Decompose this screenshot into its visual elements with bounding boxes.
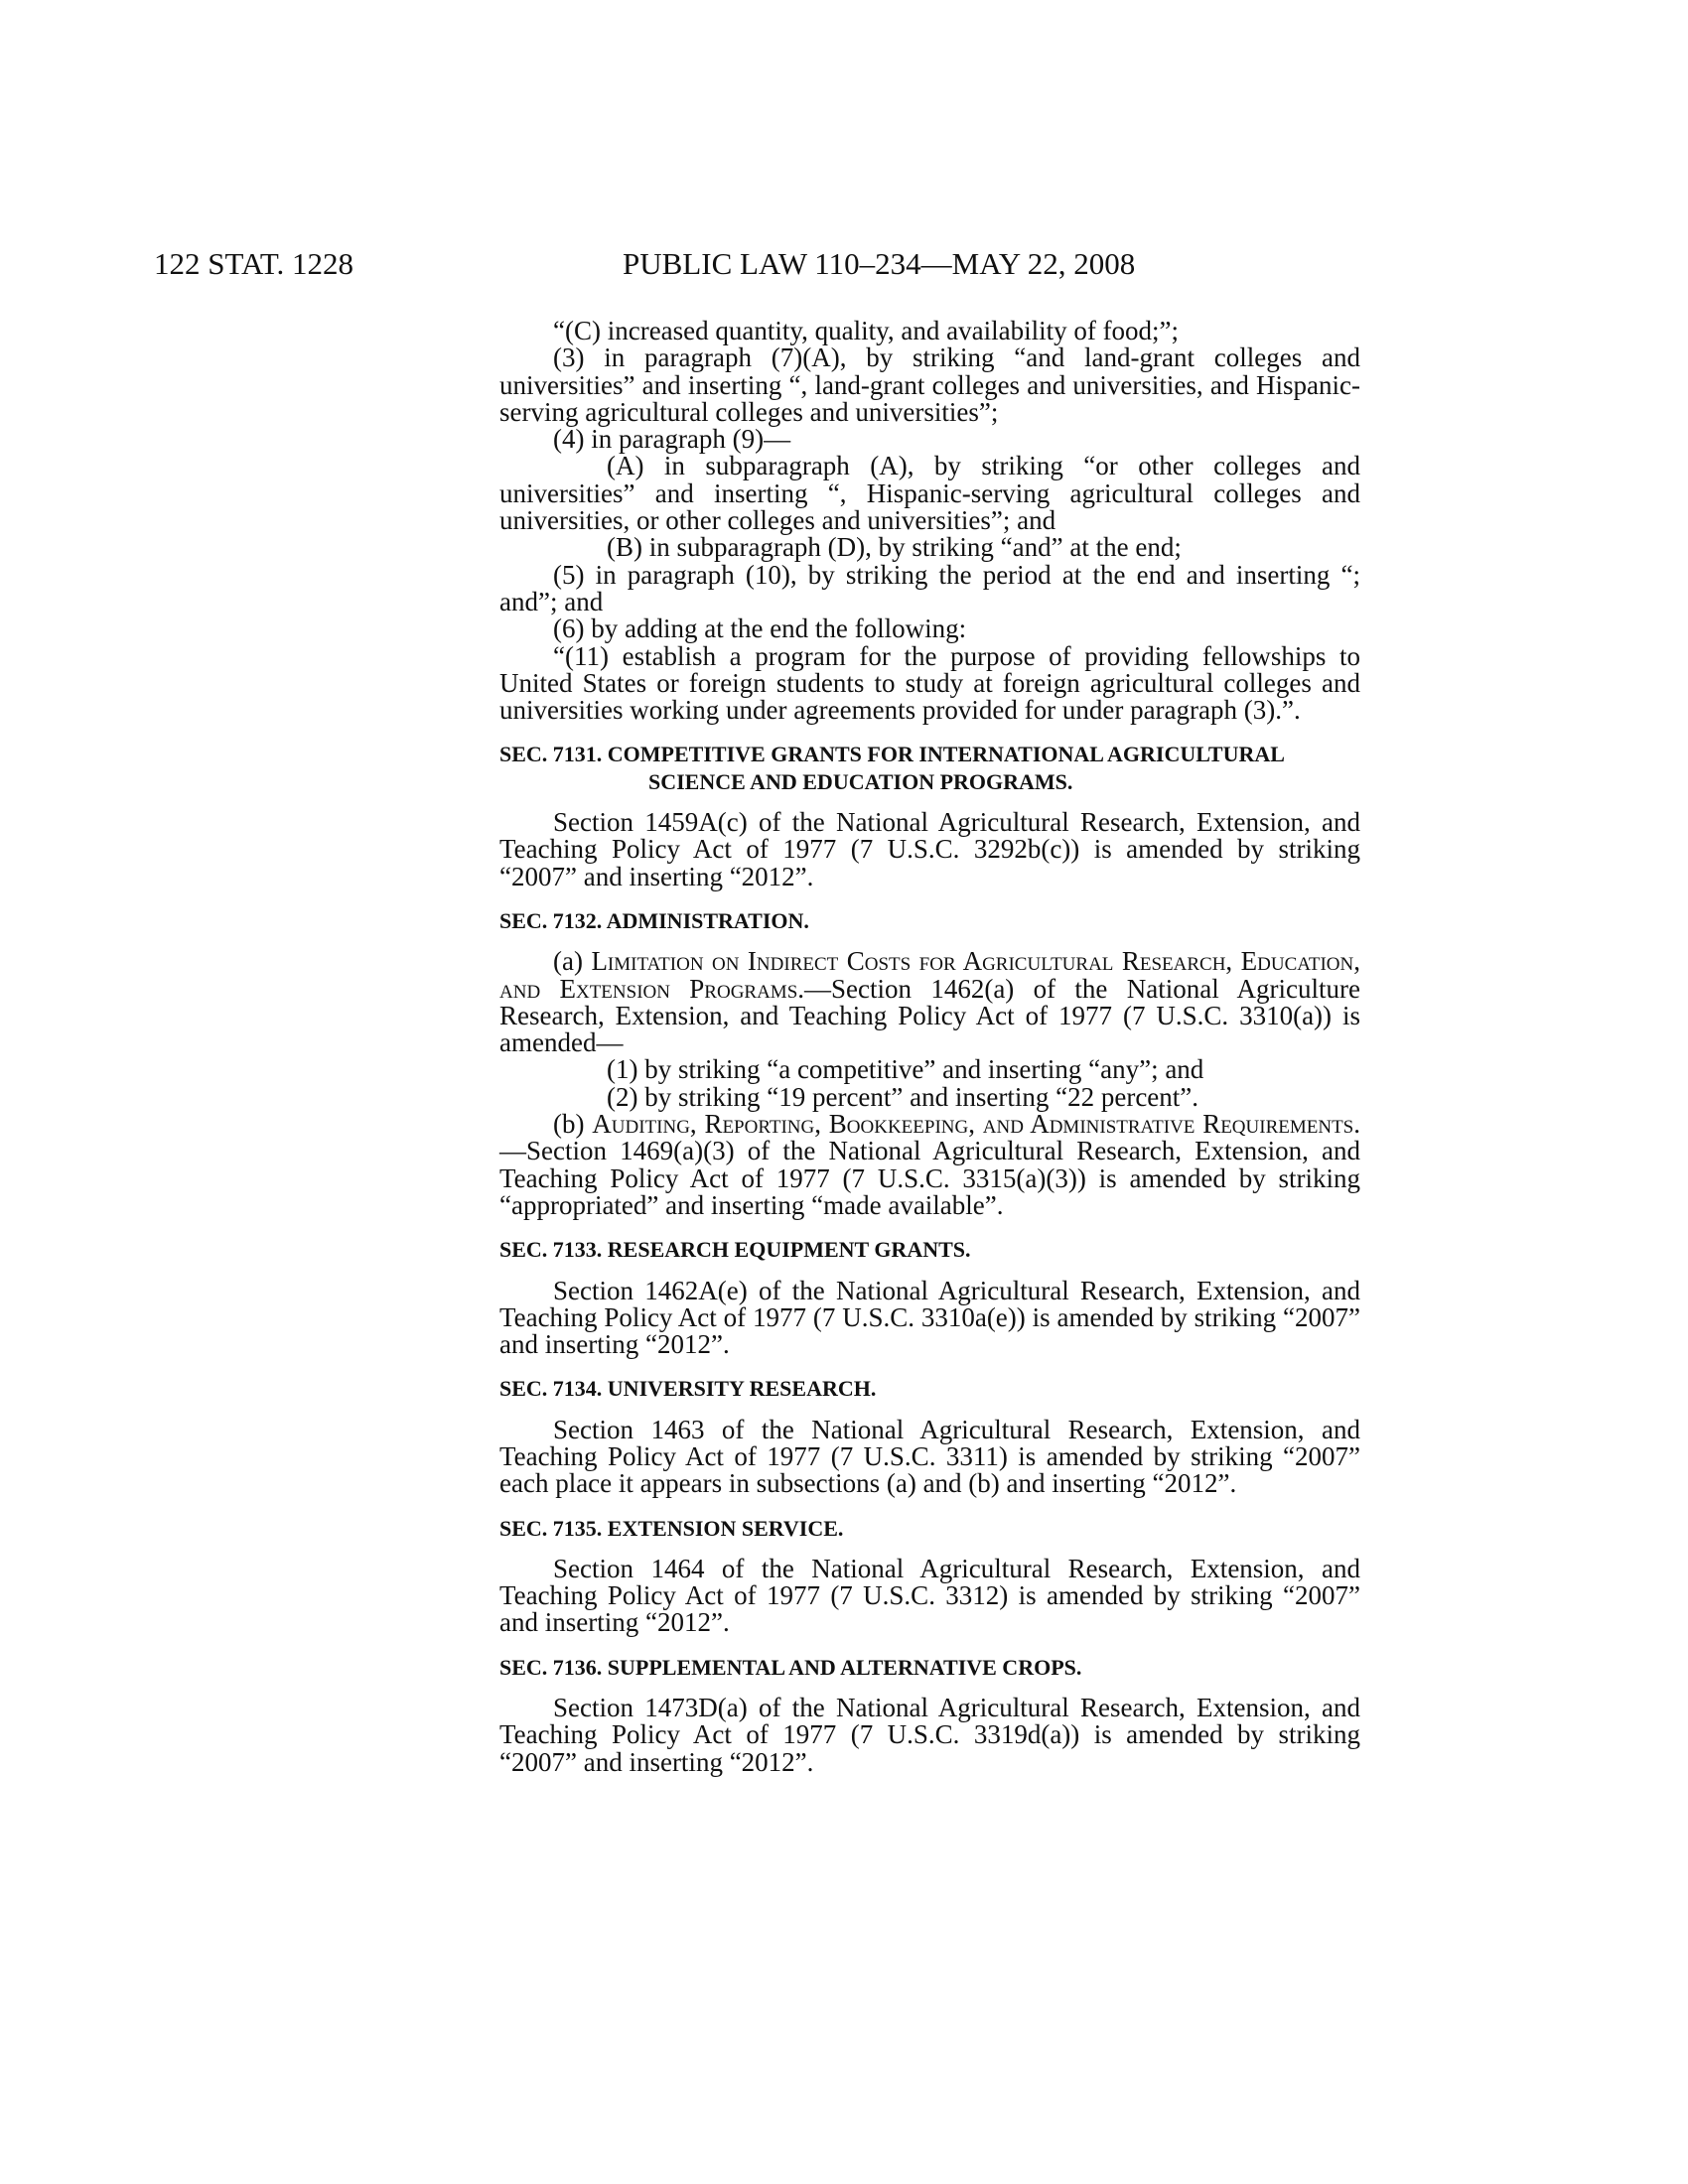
amendment-paragraph-4: (4) in paragraph (9)— [553, 424, 791, 455]
amendment-paragraph-3: (3) in paragraph (7)(A), by striking “and land-grant colleges and universities” and inserting “, land-grant colleges and universities, and Hispanic-serving agricultural colleges and universities”; [499, 342, 1360, 427]
amendment-paragraph-6: (6) by adding at the end the following: [553, 614, 967, 644]
subsection-b-label: (b) [553, 1109, 593, 1140]
law-citation: PUBLIC LAW 110–234—MAY 22, 2008 [623, 246, 1136, 281]
subsection-b-7132 [499, 1111, 1360, 1219]
section-text-7131: Section 1459A(c) of the National Agricultural Research, Extension, and Teaching Policy Act of 1977 (7 U.S.C. 3292b(c)) is amended by striking “2007” and inserting “2012”. [499, 807, 1360, 891]
quoted-paragraph-11: “(11) establish a program for the purpose of providing fellowships to United States or foreign students to study at foreign agricultural colleges and universities working under agreements provided for under paragraph (3).”. [499, 640, 1360, 726]
subsection-a-label: (a) [553, 946, 592, 977]
section-text-7134: Section 1463 of the National Agricultural Research, Extension, and Teaching Policy Act of 1977 (7 U.S.C. 3311) is amended by striking “2007” each place it appears in subsections (a) and (b) and inserting “2012”. [499, 1414, 1360, 1499]
section-heading-7131: SEC. 7131. COMPETITIVE GRANTS FOR INTERNATIONAL AGRICULTURAL SCIENCE AND EDUCATION PROGRAMS. [499, 742, 1284, 794]
quoted-paragraph-c: “(C) increased quantity, quality, and availability of food;”; [553, 316, 1180, 345]
subsection-a-paragraph-1: (1) by striking “a competitive” and inserting “any”; and [607, 1054, 1204, 1085]
document-body [499, 318, 1360, 1776]
section-text-7133: Section 1462A(e) of the National Agricultural Research, Extension, and Teaching Policy Act of 1977 (7 U.S.C. 3310a(e)) is amended by striking “2007” and inserting “2012”. [499, 1275, 1360, 1360]
section-heading-7133: SEC. 7133. RESEARCH EQUIPMENT GRANTS. [499, 1237, 971, 1263]
section-heading-7132: SEC. 7132. ADMINISTRATION. [499, 907, 809, 933]
section-heading-7135: SEC. 7135. EXTENSION SERVICE. [499, 1515, 844, 1541]
amendment-subparagraph-a: (A) in subparagraph (A), by striking “or other colleges and universities” and inserting “, Hispanic-serving agricultural colleges and universities, or other colleges and universities”; and [499, 451, 1360, 536]
subsection-b-title: Auditing, Reporting, Bookkeeping, and Administrative Requirements. [592, 1109, 1360, 1140]
subsection-a-title: Limitation on Indirect Costs for Agricultural Research, Education, and Extension Programs. [499, 946, 1360, 1004]
section-heading-7136: SEC. 7136. SUPPLEMENTAL AND ALTERNATIVE CROPS. [499, 1654, 1082, 1680]
subsection-a-7132 [499, 948, 1360, 1056]
subsection-b-text: —Section 1469(a)(3) of the National Agricultural Research, Extension, and Teaching Policy Act of 1977 (7 U.S.C. 3315(a)(3)) is amended by striking “appropriated” and inserting “made available”. [499, 1136, 1360, 1220]
stat-citation: 122 STAT. 1228 [154, 246, 354, 281]
section-heading-7134: SEC. 7134. UNIVERSITY RESEARCH. [499, 1376, 877, 1402]
section-text-7135: Section 1464 of the National Agricultural Research, Extension, and Teaching Policy Act of 1977 (7 U.S.C. 3312) is amended by striking “2007” and inserting “2012”. [499, 1553, 1360, 1638]
amendment-subparagraph-b: (B) in subparagraph (D), by striking “and” at the end; [607, 532, 1182, 563]
subsection-a-text: —Section 1462(a) of the National Agriculture Research, Extension, and Teaching Policy Act of 1977 (7 U.S.C. 3310(a)) is amended— [499, 973, 1360, 1058]
page-header [0, 246, 1688, 286]
amendment-paragraph-5: (5) in paragraph (10), by striking the period at the end and inserting “; and”; and [499, 559, 1360, 616]
section-text-7136: Section 1473D(a) of the National Agricultural Research, Extension, and Teaching Policy Act of 1977 (7 U.S.C. 3319d(a)) is amended by striking “2007” and inserting “2012”. [499, 1693, 1360, 1777]
subsection-a-paragraph-2: (2) by striking “19 percent” and inserting “22 percent”. [607, 1081, 1199, 1112]
